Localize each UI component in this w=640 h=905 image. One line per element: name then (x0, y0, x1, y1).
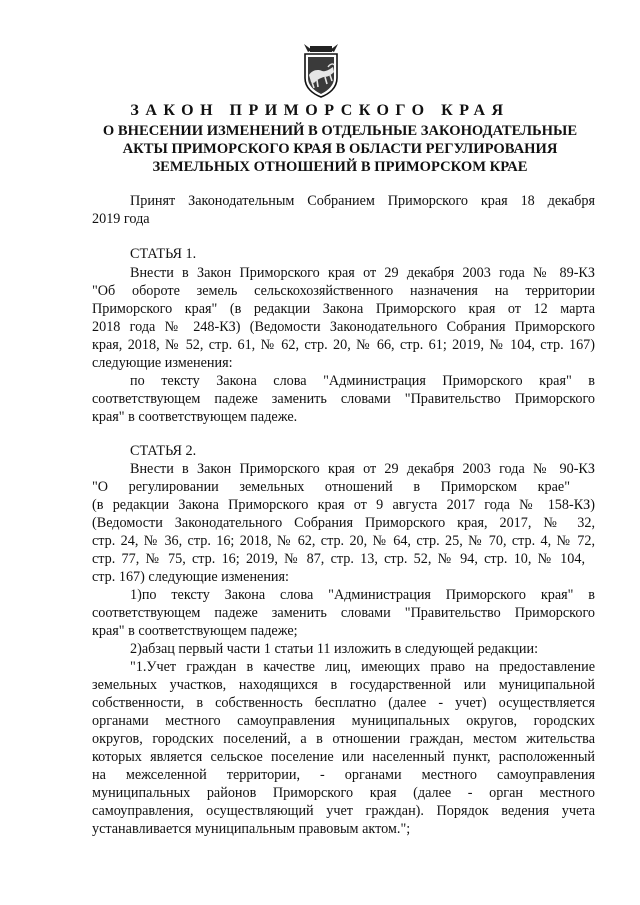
article-2-line: округов, городских поселений, а в отношении граждан, местом жительства (92, 731, 595, 747)
article-1-line: "Об обороте земель сельскохозяйственного назначения на территории (92, 283, 595, 299)
article-2-line: края" в соответствующем падеже; (92, 623, 298, 639)
article-2-line: стр. 77, № 75, стр. 16; 2019, № 87, стр. 13, стр. 52, № 94, стр. 10, № 104, (92, 551, 585, 567)
article-1-line: края, 2018, № 52, стр. 61, № 62, стр. 20, № 66, стр. 61; 2019, № 104, стр. 167) (92, 337, 595, 353)
adopted-text-cont: 2019 года (92, 211, 150, 227)
article-2-line: органами местного самоуправления муниципальных округов, городских (92, 713, 595, 729)
article-2-line: самоуправления, осуществляющий учет граждан). Порядок ведения учета (92, 803, 595, 819)
law-title: ЗАКОН ПРИМОРСКОГО КРАЯ (130, 102, 510, 119)
article-1-line: края" в соответствующем падеже. (92, 409, 298, 425)
article-2-line: 1)по тексту Закона слова "Администрация Приморского края" в (130, 587, 595, 603)
article-1-line: следующие изменения: (92, 355, 233, 371)
article-2-line: на межселенной территории, - органами местного самоуправления (92, 767, 595, 783)
article-1-line: 2018 года № 248-КЗ) (Ведомости Законодательного Собрания Приморского (92, 319, 595, 335)
article-2-line: "О регулировании земельных отношений в Приморском крае" (92, 479, 570, 495)
article-1-line: соответствующем падеже заменить словами "Правительство Приморского (92, 391, 595, 407)
article-1-line: по тексту Закона слова "Администрация Приморского края" в (130, 373, 595, 389)
article-2-line: (в редакции Закона Приморского края от 9 августа 2017 года № 158-КЗ) (92, 497, 595, 513)
article-2-line: земельных участков, находящихся в государственной или муниципальной (92, 677, 595, 693)
coat-of-arms-icon (300, 42, 342, 98)
article-1-heading: СТАТЬЯ 1. (130, 246, 197, 262)
article-2-line: муниципальных районов Приморского края (далее - орган местного (92, 785, 595, 801)
article-2-line: стр. 167) следующие изменения: (92, 569, 289, 585)
article-2-heading: СТАТЬЯ 2. (130, 443, 197, 459)
article-2-line: собственности, в собственность бесплатно (далее - учет) осуществляется (92, 695, 595, 711)
article-2-line: Внести в Закон Приморского края от 29 декабря 2003 года № 90-КЗ (130, 461, 595, 477)
article-2-line: стр. 24, № 36, стр. 16; 2018, № 62, стр. 20, № 64, стр. 25, № 70, стр. 4, № 72, (92, 533, 595, 549)
article-1-line: Внести в Закон Приморского края от 29 декабря 2003 года № 89-КЗ (130, 265, 595, 281)
article-2-line: 2)абзац первый части 1 статьи 11 изложить в следующей редакции: (130, 641, 539, 657)
article-2-line: которых является сельское поселение или населенный пункт, расположенный (92, 749, 595, 765)
law-subtitle: О ВНЕСЕНИИ ИЗМЕНЕНИЙ В ОТДЕЛЬНЫЕ ЗАКОНОДАТЕЛЬНЫЕ АКТЫ ПРИМОРСКОГО КРАЯ В ОБЛАСТИ РЕГУЛИРОВАНИЯ ЗЕМЕЛЬНЫХ ОТНОШЕНИЙ В ПРИМОРСКОМ КРАЕ (102, 123, 578, 175)
article-1-line: Приморского края" (в редакции Закона Приморского края от 12 марта (92, 301, 595, 317)
article-2-line: соответствующем падеже заменить словами "Правительство Приморского (92, 605, 595, 621)
article-2-line: "1.Учет граждан в качестве лиц, имеющих право на предоставление (130, 659, 595, 675)
adopted-text: Принят Законодательным Собранием Приморского края 18 декабря (130, 193, 595, 209)
article-2-line: устанавливается муниципальным правовым актом."; (92, 821, 411, 837)
article-2-line: (Ведомости Законодательного Собрания Приморского края, 2017, № 32, (92, 515, 595, 531)
